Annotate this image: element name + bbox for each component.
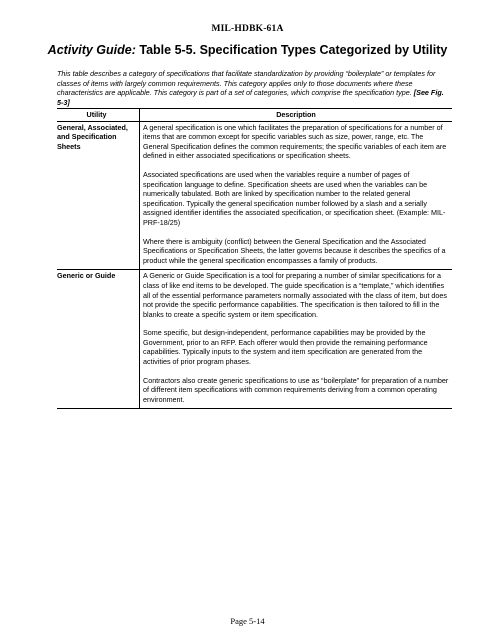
- page-title: [0, 43, 495, 57]
- table-row: [57, 270, 452, 409]
- description-paragraph: Some specific, but design-independent, performance capabilities may be provided by the Government, prior to an RFP. Each offerer would then provide the remaining performance capabilities. Typically inputs to the system and item specification are generated from the activities of prior program phases.: [143, 328, 428, 367]
- document-id-header: MIL-HDBK-61A: [211, 24, 284, 34]
- intro-text: This table describes a category of specifications that facilitate standardization by providing “boilerplate” or templates for classes of items with largely common requirements. This category applies only to those documents where these characteristics are applicable. This category is part of a set of categories, which comprise the specification type.: [57, 69, 436, 98]
- description-paragraph: Where there is ambiguity (conflict) between the General Specification and the Associated Specifications or Specification Sheets, the latter governs because it describes the specifics of a product while the general specification encompasses a family of products.: [143, 236, 446, 265]
- table-row: [57, 121, 452, 270]
- title-text: Table 5-5. Specification Types Categorized by Utility: [139, 43, 448, 57]
- utility-cell: General, Associated, and Specification Sheets: [57, 121, 140, 270]
- title-lead: Activity Guide:: [47, 43, 136, 57]
- description-paragraph: Associated specifications are used when the variables require a number of pages of specification language to define. Specification sheets are used when the variables can be numerically tabulated. Both are linked by specification number to the related general specification. Typically the general specification number followed by a slash and a serially assigned identifier identifies the associated specification, or specification sheet. (Example: MIL-PRF-18/25): [143, 169, 446, 227]
- intro-paragraph: [57, 69, 452, 107]
- figure-reference: [See Fig. 5-3]: [57, 88, 444, 107]
- description-paragraph: Contractors also create generic specifications to use as “boilerplate” for preparation of a number of different item specifications with common requirements deriving from a common operating environment.: [143, 375, 449, 404]
- column-header-description: Description: [140, 109, 453, 122]
- utility-cell: Generic or Guide: [57, 270, 140, 409]
- specification-types-table: [57, 108, 452, 409]
- description-paragraph: A Generic or Guide Specification is a tool for preparing a number of similar specifications for a class of like end items to be developed. The guide specification is a “template,” which identifies all of the essential performance parameters normally associated with the class of item, but does not provide the specific performance capabilities. The specification is then tailored to fill in the blanks to create a specific system or item specification.: [143, 271, 448, 319]
- description-cell: [140, 270, 453, 409]
- description-cell: [140, 121, 453, 270]
- description-paragraph: A general specification is one which facilitates the preparation of specifications for a number of items that are common except for specific variables such as size, power, range, etc. The General Specification defines the common requirements; the specific variables of each item are defined in either associated specifications or specification sheets.: [143, 122, 447, 161]
- page-number: Page 5-14: [230, 616, 265, 626]
- column-header-utility: Utility: [57, 109, 140, 122]
- table-header-row: [57, 109, 452, 122]
